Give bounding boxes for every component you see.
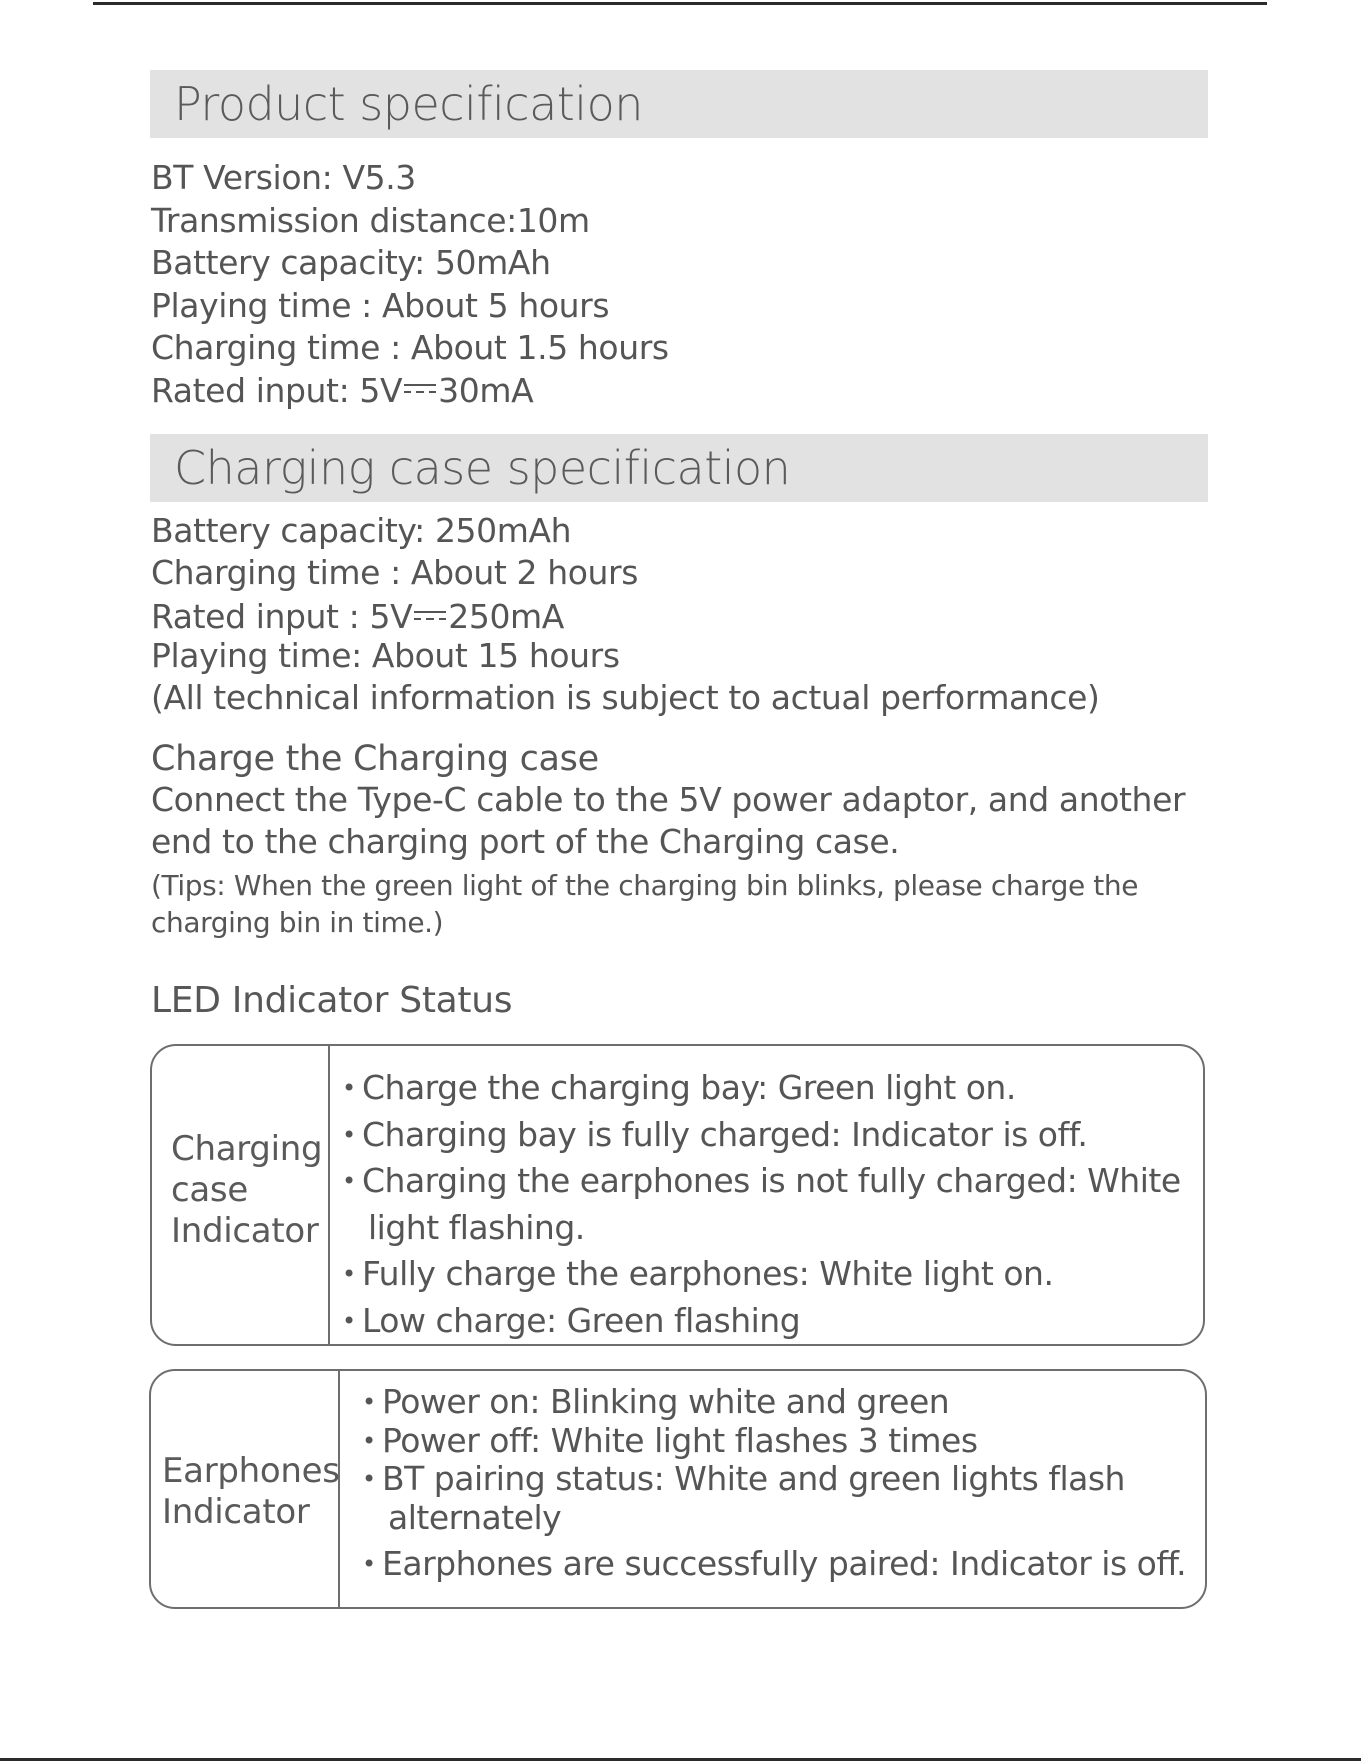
spec-rated-input-prefix: Rated input: 5V: [151, 370, 403, 410]
led-heading: LED Indicator Status: [151, 980, 513, 1021]
case-indicator-list: [342, 1065, 1181, 1344]
list-item: • Charge the charging bay: Green light on.: [342, 1065, 1181, 1112]
spec-transmission-distance: Transmission distance:10m: [151, 200, 590, 240]
product-spec-list: [151, 157, 669, 412]
list-item: • Fully charge the earphones: White light on.: [342, 1251, 1181, 1298]
case-spec-playing-time: Playing time: About 15 hours: [151, 636, 620, 675]
spec-rated-input: [151, 370, 669, 413]
list-item: • BT pairing status: White and green lights flash alternately: [362, 1460, 1186, 1537]
list-item: • Low charge: Green flashing: [342, 1298, 1181, 1345]
top-rule: [93, 2, 1267, 5]
list-item: • Charging bay is fully charged: Indicator is off.: [342, 1112, 1181, 1159]
list-item: • Charging the earphones is not fully charged: White light flashing.: [342, 1158, 1181, 1251]
spec-charging-time: Charging time : About 1.5 hours: [151, 328, 669, 367]
case-indicator-label-line: Charging: [171, 1129, 323, 1169]
case-spec-banner: [150, 434, 1208, 502]
case-spec-charging-time: Charging time : About 2 hours: [151, 553, 639, 592]
list-item: • Power on: Blinking white and green: [362, 1383, 1186, 1422]
spec-battery-capacity: Battery capacity: 50mAh: [151, 243, 551, 282]
dc-symbol-icon: [413, 609, 447, 623]
case-spec-title: Charging case specification: [174, 441, 791, 495]
spec-playing-time: Playing time : About 5 hours: [151, 285, 610, 325]
product-spec-title: Product specification: [174, 77, 643, 131]
dc-symbol-icon: [403, 382, 437, 396]
list-item-continuation: alternately: [388, 1497, 562, 1537]
case-indicator-label-line: Indicator: [171, 1211, 319, 1251]
earphones-indicator-box: [149, 1369, 1207, 1609]
case-spec-battery: Battery capacity: 250mAh: [151, 511, 572, 550]
case-indicator-divider: [328, 1046, 330, 1344]
list-item-continuation: light flashing.: [368, 1207, 585, 1247]
product-spec-banner: [150, 70, 1208, 138]
earphones-indicator-list: [362, 1383, 1186, 1584]
charge-tips-line2: charging bin in time.): [151, 906, 444, 939]
charge-tips-line1: (Tips: When the green light of the charging bin blinks, please charge the: [151, 869, 1139, 902]
case-rated-input-suffix: 250mA: [448, 597, 564, 636]
case-indicator-label: [171, 1129, 322, 1252]
case-spec-note: (All technical information is subject to actual performance): [151, 678, 1100, 717]
spec-bt-version: BT Version: V5.3: [151, 158, 416, 197]
list-item: • Earphones are successfully paired: Indicator is off.: [362, 1545, 1186, 1584]
charge-heading: Charge the Charging case: [151, 739, 599, 779]
case-rated-input-prefix: Rated input : 5V: [151, 597, 413, 636]
spec-rated-input-suffix: 30mA: [438, 370, 534, 410]
case-indicator-label-line: case: [171, 1170, 248, 1210]
earphones-indicator-label-line: Earphones: [162, 1451, 340, 1491]
case-indicator-box: [150, 1044, 1205, 1346]
earphones-indicator-label-line: Indicator: [162, 1492, 310, 1532]
charge-instruction-line1: Connect the Type-C cable to the 5V power adaptor, and another: [151, 780, 1186, 819]
list-item: • Power off: White light flashes 3 times: [362, 1422, 1186, 1461]
charge-instruction-line2: end to the charging port of the Charging case.: [151, 822, 900, 861]
earphones-indicator-label: [162, 1451, 340, 1533]
case-spec-rated-input: [151, 596, 564, 638]
